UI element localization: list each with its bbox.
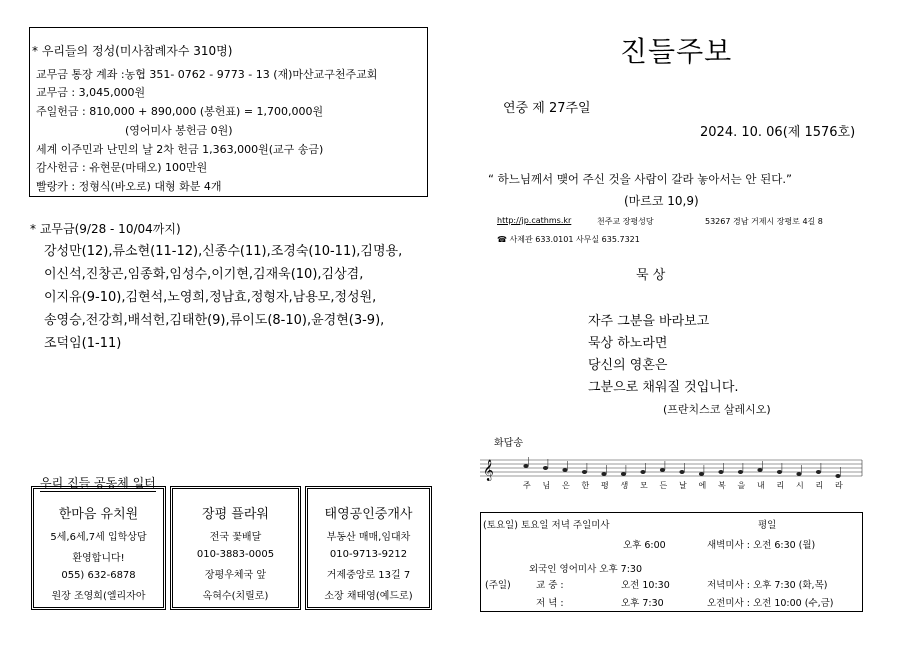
bulletin-date: 2024. 10. 06(제 1576호) [700,125,856,140]
note [543,466,548,470]
saturday-mass-time: 오후 6:00 [623,540,666,551]
mass-schedule [480,512,863,612]
english-mass: 외국인 영어미사 오후 7:30 [529,564,642,575]
business-box [170,486,301,610]
note [718,470,723,474]
sunday-label: (주일) [485,580,511,591]
parish-url[interactable]: http://jp.cathms.kr [497,216,572,225]
offering-title: * 우리들의 정성(미사참례자수 310명) [32,44,233,58]
lyric-syllable: 날 [679,481,687,490]
business-name: 태영공인중개사 [324,507,413,522]
migrant-offering: 세계 이주민과 난민의 날 2차 헌금 1,363,000원(교구 송금) [36,143,324,156]
business-line: 010-3883-0005 [196,549,275,560]
hymn-label: 화답송 [494,438,523,449]
sunday-offering: 주일헌금 : 810,000 + 890,000 (봉헌표) = 1,700,000원 [36,105,324,118]
business-line: 옥혀수(치릴로) [202,591,269,602]
note [835,474,840,478]
meditation-title: 묵 상 [636,268,666,283]
meditation-line: 그분으로 채워질 것입니다. [588,380,739,395]
lyric-syllable: 든 [659,481,668,490]
business-line: 소장 채태영(예드로) [324,591,413,602]
flower-offering: 빨랑카 : 정형식(바오로) 대형 화분 4개 [36,180,222,193]
morning-weekday-mass: 오전미사 : 오전 10:00 (수,금) [707,598,834,609]
note [660,468,665,472]
business-line: 055) 632-6878 [61,570,136,581]
business-title: 우리 진들 공동체 일터 [40,476,156,490]
note [582,470,587,474]
evening-mass-label: 저 녁 : [536,598,564,609]
business-line: 환영합니다! [72,553,125,564]
note [601,472,606,476]
verse-reference: (마르코 10,9) [624,194,699,208]
parish-phone: ☎ 사제관 633.0101 사무실 635.7321 [497,235,640,244]
note [738,470,743,474]
english-offering: (영어미사 봉헌금 0원) [125,124,233,137]
business-line: 010-9713-9212 [329,549,408,560]
lyric-syllable: 님 [542,481,551,490]
donor-line: 조덕임(1-11) [44,336,122,351]
meditation-author: (프란치스코 살레시오) [663,403,771,416]
business-box [305,486,432,610]
parish-name: 천주교 장평성당 [597,217,654,226]
weekday-label: 평일 [758,520,777,531]
offering-box [29,27,428,197]
business-name: 장평 플라워 [202,507,269,522]
note [777,470,782,474]
gospel-verse: “ 하느님께서 맺어 주신 것을 사람이 갈라 놓아서는 안 된다.” [488,172,792,186]
lyric-syllable: 복 [718,481,726,490]
note [640,470,645,474]
donor-line: 이신석,진창곤,임종화,임성수,이기현,김재욱(10),김상겸, [44,267,364,282]
donors-list [44,240,454,355]
meditation-line: 자주 그분을 바라보고 [588,314,710,329]
main-mass-label: 교 중 : [536,580,564,591]
lyric-syllable: 내 [757,481,765,490]
lyric-syllable: 한 [581,481,590,490]
dawn-mass: 새벽미사 : 오전 6:30 (월) [707,540,816,551]
donor-line: 이지유(9-10),김현석,노영희,정남효,정형자,남용모,정성원, [44,290,377,305]
evening-mass-time: 오후 7:30 [621,598,664,609]
parish-address: 53267 경남 거제시 장평로 4길 8 [705,217,823,226]
lyric-syllable: 에 [698,481,707,490]
business-line: 부동산 매매,임대차 [326,532,411,543]
lyric-syllable: 시 [796,481,804,490]
lyric-syllable: 리 [815,481,824,490]
note [679,470,684,474]
note [796,472,801,476]
note [757,468,762,472]
lyric-syllable: 을 [737,481,746,490]
donor-line: 송영승,전강희,배석헌,김태한(9),류이도(8-10),윤경현(3-9), [44,313,385,328]
lyric-syllable: 생 [620,481,629,490]
bulletin-title: 진들주보 [620,35,733,68]
main-mass-time: 오전 10:30 [621,580,670,591]
kyomugeum-total: 교무금 : 3,045,000원 [36,86,146,99]
business-name: 한마음 유치원 [58,507,139,522]
lyric-syllable: 평 [601,481,609,490]
thanks-offering: 감사헌금 : 유현문(마태오) 100만원 [36,161,208,174]
evening-weekday-mass: 저녁미사 : 오후 7:30 (화,목) [707,580,828,591]
business-line: 전국 꽃배달 [209,532,262,543]
business-line: 5세,6세,7세 입학상담 [50,532,147,543]
lyric-syllable: 주 [523,481,531,490]
note [621,472,626,476]
note [816,470,821,474]
liturgical-week: 연중 제 27주일 [503,101,591,116]
meditation-line: 묵상 하노라면 [588,336,668,351]
note [562,468,567,472]
business-line: 원장 조영희(엘리자아 [51,591,146,602]
business-box [31,486,166,610]
meditation-line: 당신의 영혼은 [588,358,668,373]
note [699,472,704,476]
hymn-lyrics [520,480,860,492]
lyric-syllable: 리 [776,481,785,490]
treble-clef-icon: 𝄞 [483,460,494,481]
saturday-mass-label: (토요일) 토요일 저녁 주일미사 [483,520,610,531]
bank-account: 교무금 통장 계좌 :농협 351- 0762 - 9773 - 13 (재)마산교구천주교회 [36,68,378,81]
donor-line: 강성만(12),류소현(11-12),신종수(11),조경숙(10-11),김명용, [44,244,403,259]
business-line: 장평우체국 앞 [204,570,267,581]
lyric-syllable: 은 [562,481,570,490]
lyric-syllable: 라 [835,481,843,490]
note [523,464,528,468]
lyric-syllable: 모 [640,481,648,490]
donors-title: * 교무금(9/28 - 10/04까지) [30,222,181,236]
business-line: 거제중앙로 13길 7 [326,570,411,581]
